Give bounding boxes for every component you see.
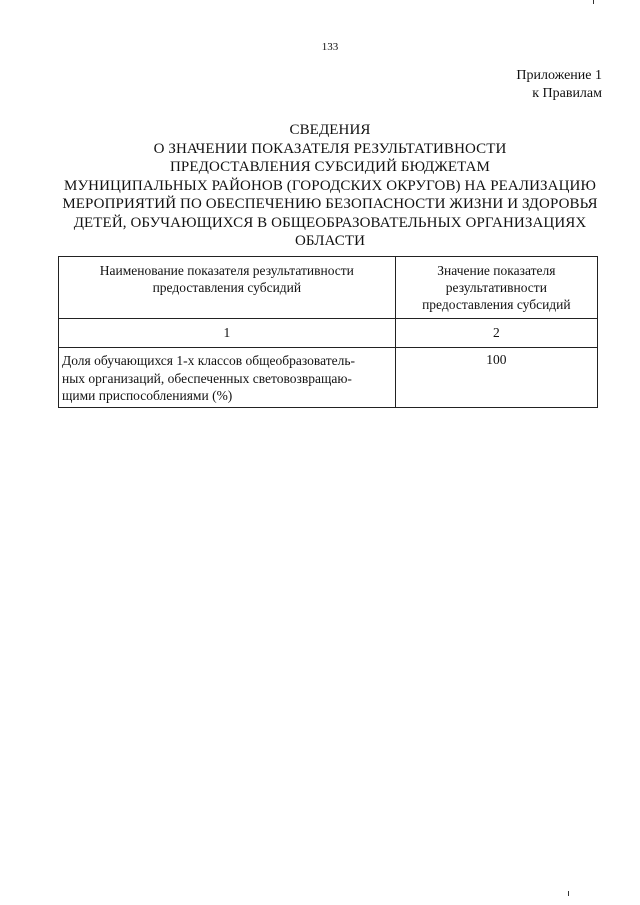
column-number-row bbox=[59, 319, 598, 348]
header-col1-line-1: Наименование показателя результативности bbox=[99, 263, 354, 278]
title-line-3: ПРЕДОСТАВЛЕНИЯ СУБСИДИЙ БЮДЖЕТАМ bbox=[170, 159, 490, 175]
indicator-name-line-1: Доля обучающихся 1-х классов общеобразователь- bbox=[62, 353, 356, 368]
scan-edge-mark-top bbox=[593, 0, 594, 4]
document-title bbox=[30, 121, 630, 251]
appendix-line-1: Приложение 1 bbox=[516, 68, 602, 83]
column-number-1: 1 bbox=[59, 319, 396, 348]
header-col2-line-1: Значение показателя bbox=[437, 263, 556, 278]
page-number: 133 bbox=[321, 41, 339, 53]
indicator-table bbox=[58, 256, 598, 408]
header-col2-line-2: результативности bbox=[445, 280, 547, 295]
indicator-value-cell: 100 bbox=[395, 348, 597, 408]
appendix-reference bbox=[516, 67, 602, 103]
column-number-2: 2 bbox=[395, 319, 597, 348]
scan-edge-mark-bottom bbox=[568, 891, 569, 896]
header-col1-line-2: предоставления субсидий bbox=[152, 280, 302, 295]
indicator-name-line-3: щими приспособлениями (%) bbox=[62, 388, 233, 403]
table-header-row bbox=[59, 257, 598, 319]
header-indicator-name bbox=[59, 257, 396, 319]
appendix-line-2: к Правилам bbox=[532, 86, 602, 101]
title-line-7: ОБЛАСТИ bbox=[294, 233, 366, 249]
table-row bbox=[59, 348, 598, 408]
title-line-6: ДЕТЕЙ, ОБУЧАЮЩИХСЯ В ОБЩЕОБРАЗОВАТЕЛЬНЫХ ОРГАНИЗАЦИЯХ bbox=[73, 214, 587, 231]
header-indicator-value bbox=[395, 257, 597, 319]
header-col2-line-3: предоставления субсидий bbox=[422, 297, 571, 312]
title-line-2: О ЗНАЧЕНИИ ПОКАЗАТЕЛЯ РЕЗУЛЬТАТИВНОСТИ bbox=[153, 140, 507, 157]
indicator-name-cell bbox=[59, 348, 396, 408]
indicator-name-line-2: ных организаций, обеспеченных световозвращаю- bbox=[62, 370, 352, 386]
title-line-4: МУНИЦИПАЛЬНЫХ РАЙОНОВ (ГОРОДСКИХ ОКРУГОВ) НА РЕАЛИЗАЦИЮ bbox=[64, 177, 596, 194]
title-line-5: МЕРОПРИЯТИЙ ПО ОБЕСПЕЧЕНИЮ БЕЗОПАСНОСТИ ЖИЗНИ И ЗДОРОВЬЯ bbox=[62, 196, 598, 212]
title-line-1: СВЕДЕНИЯ bbox=[289, 122, 371, 138]
